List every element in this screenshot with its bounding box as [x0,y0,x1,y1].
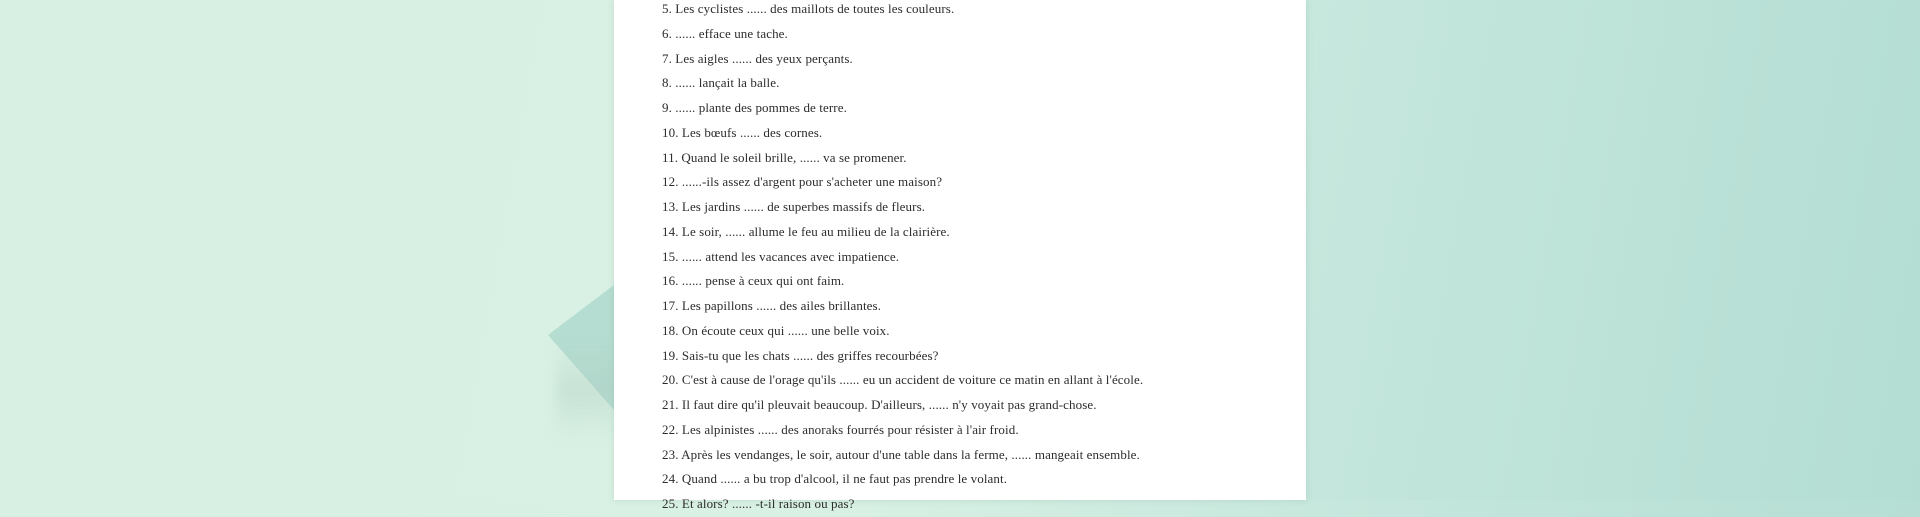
page-fold-soft-shadow [556,340,616,440]
exercise-item-13: 13. Les jardins ...... de superbes massifs de fleurs. [662,199,926,214]
exercise-item-23: 23. Après les vendanges, le soir, autour d'une table dans la ferme, ...... mangeait ensemble. [662,446,1140,462]
exercise-item-22: 22. Les alpinistes ...... des anoraks fourrés pour résister à l'air froid. [662,421,1019,437]
exercise-item-17: 17. Les papillons ...... des ailes brillantes. [662,298,882,313]
exercise-item-12: 12. ......-ils assez d'argent pour s'acheter une maison? [662,174,943,190]
exercise-item-11: 11. Quand le soleil brille, ...... va se promener. [662,149,907,165]
exercise-item-15: 15. ...... attend les vacances avec impatience. [662,248,900,264]
exercise-item-7: 7. Les aigles ...... des yeux perçants. [662,50,853,66]
page-fold-shadow [548,285,614,410]
exercise-item-14: 14. Le soir, ...... allume le feu au milieu de la clairière. [662,223,950,239]
exercise-item-5: 5. Les cyclistes ...... des maillots de toutes les couleurs. [662,1,955,16]
exercise-item-20: 20. C'est à cause de l'orage qu'ils ...... eu un accident de voiture ce matin en allant à l'école. [662,372,1144,388]
exercise-item-25: 25. Et alors? ...... -t-il raison ou pas? [662,496,855,511]
exercise-item-6: 6. ...... efface une tache. [662,25,788,41]
exercise-item-9: 9. ...... plante des pommes de terre. [662,100,847,115]
exercise-item-10: 10. Les bœufs ...... des cornes. [662,124,823,140]
exercise-item-16: 16. ...... pense à ceux qui ont faim. [662,273,845,289]
exercise-list [662,0,1286,517]
worksheet-page [614,0,1306,511]
exercise-item-8: 8. ...... lançait la balle. [662,75,780,91]
exercise-item-19: 19. Sais-tu que les chats ...... des griffes recourbées? [662,347,939,363]
exercise-item-24: 24. Quand ...... a bu trop d'alcool, il ne faut pas prendre le volant. [662,471,1008,487]
exercise-item-18: 18. On écoute ceux qui ...... une belle voix. [662,322,890,338]
exercise-item-21: 21. Il faut dire qu'il pleuvait beaucoup. D'ailleurs, ...... n'y voyait pas grand-chose. [662,397,1097,412]
